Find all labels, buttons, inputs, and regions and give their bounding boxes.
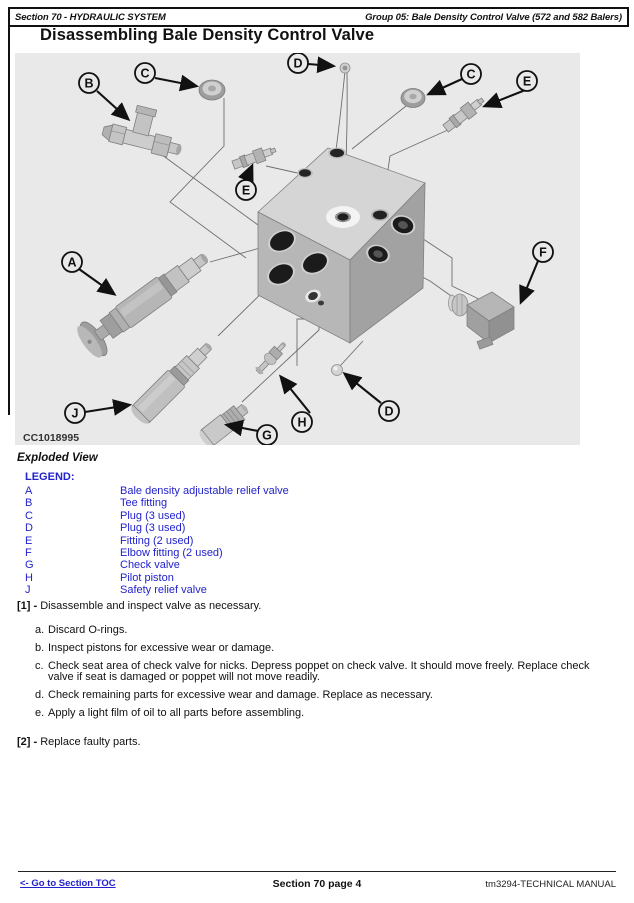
step-text: Disassemble and inspect valve as necessary. — [40, 600, 262, 612]
legend-key: F — [25, 547, 32, 560]
legend-key: H — [25, 571, 33, 584]
legend-key: G — [25, 559, 34, 572]
substep-b — [35, 643, 617, 655]
substep-a — [35, 625, 617, 637]
legend-key: A — [25, 485, 33, 497]
step-1-substeps — [35, 625, 617, 720]
svg-text:E: E — [241, 183, 251, 198]
legend-item — [25, 535, 289, 547]
callout-f — [533, 242, 553, 262]
callout-h — [292, 412, 312, 432]
page-left-border — [8, 7, 10, 415]
page-header — [8, 7, 629, 27]
legend-desc: Plug (3 used) — [120, 522, 186, 535]
part-relief-valve-a — [73, 241, 219, 362]
part-tee-fitting — [101, 99, 190, 160]
legend-desc: Bale density adjustable relief valve — [120, 485, 289, 497]
exploded-view-figure — [15, 53, 580, 445]
part-fitting-e-right — [441, 94, 487, 134]
substep-c — [35, 661, 617, 684]
valve-block — [258, 148, 425, 344]
footer-page-number: Section 70 page 4 — [272, 878, 362, 890]
legend-key: J — [25, 584, 31, 597]
callout-a — [62, 252, 82, 272]
legend-item — [25, 584, 289, 596]
substep-key: a. — [35, 623, 45, 636]
legend-item — [25, 485, 289, 497]
callout-c1 — [135, 63, 155, 83]
step-number: [2] - — [17, 735, 38, 748]
instructions — [17, 601, 617, 760]
svg-text:G: G — [262, 428, 272, 443]
step-1 — [17, 601, 617, 613]
header-group-label: Group 05: Bale Density Control Valve (572 and 582 Balers) — [365, 11, 622, 23]
step-2 — [17, 737, 617, 749]
callout-e2 — [236, 180, 256, 200]
legend-desc: Tee fitting — [120, 497, 168, 510]
part-safety-relief-valve-j — [128, 337, 218, 427]
legend-key: C — [25, 509, 33, 522]
legend-desc: Pilot piston — [120, 571, 174, 584]
callout-b — [79, 73, 99, 93]
legend-item — [25, 497, 289, 509]
svg-text:J: J — [71, 406, 79, 421]
substep-key: e. — [35, 707, 45, 719]
callout-j — [65, 403, 85, 423]
figure-image-code: CC1018995 — [23, 432, 80, 444]
legend-desc: Safety relief valve — [120, 584, 207, 597]
substep-text: Inspect pistons for excessive wear or damage. — [48, 641, 275, 654]
legend-key: D — [25, 522, 33, 535]
legend-key: B — [25, 497, 33, 510]
callout-d1 — [288, 53, 308, 73]
substep-key: c. — [35, 659, 44, 672]
legend-item — [25, 510, 289, 522]
callout-d2 — [379, 401, 399, 421]
legend-heading: LEGEND: — [25, 471, 75, 483]
callout-e1 — [517, 71, 537, 91]
svg-text:F: F — [539, 245, 547, 260]
part-plug-c-left — [199, 80, 225, 100]
svg-text:D: D — [384, 404, 394, 419]
legend-item — [25, 522, 289, 534]
substep-text: Check remaining parts for excessive wear and damage. Replace as necessary. — [48, 689, 433, 701]
footer-manual-id: tm3294-TECHNICAL MANUAL — [485, 879, 616, 890]
svg-text:E: E — [522, 74, 532, 89]
part-pilot-piston-h — [253, 339, 289, 377]
legend-desc: Plug (3 used) — [120, 509, 186, 522]
svg-text:H: H — [297, 415, 307, 430]
substep-e — [35, 708, 617, 720]
step-text: Replace faulty parts. — [40, 735, 141, 748]
svg-text:A: A — [67, 255, 77, 270]
go-to-section-toc-link[interactable]: <- Go to Section TOC — [20, 878, 116, 889]
svg-text:D: D — [293, 56, 303, 71]
callout-c2 — [461, 64, 481, 84]
svg-text:C: C — [466, 67, 476, 82]
legend-desc: Check valve — [120, 559, 180, 572]
part-elbow-fitting — [449, 292, 515, 349]
figure-caption: Exploded View — [17, 452, 98, 464]
legend-item — [25, 559, 289, 571]
legend-item — [25, 547, 289, 559]
exploded-view-drawing — [15, 53, 580, 445]
part-plug-d-top — [340, 63, 350, 73]
svg-text:C: C — [140, 66, 150, 81]
substep-text: Check seat area of check valve for nicks. Depress poppet on check valve. It should move freely. Replace check valve if seat is damaged or poppet will not move readily. — [48, 659, 590, 683]
legend-desc: Fitting (2 used) — [120, 534, 194, 547]
substep-d — [35, 690, 617, 702]
legend-desc: Elbow fitting (2 used) — [120, 547, 223, 560]
substep-text: Discard O-rings. — [48, 623, 128, 636]
legend-item — [25, 572, 289, 584]
legend-key: E — [25, 534, 33, 547]
substep-key: d. — [35, 689, 45, 701]
part-plug-d-bottom — [332, 365, 343, 376]
substep-text: Apply a light film of oil to all parts before assembling. — [48, 707, 305, 719]
svg-text:B: B — [84, 76, 94, 91]
header-section-label: Section 70 - HYDRAULIC SYSTEM — [15, 11, 166, 23]
part-plug-c-right — [401, 89, 425, 108]
substep-key: b. — [35, 641, 45, 654]
footer-divider — [18, 871, 616, 872]
legend — [25, 471, 289, 597]
part-check-valve-g — [197, 399, 253, 445]
callout-g — [257, 425, 277, 445]
step-number: [1] - — [17, 600, 38, 612]
page-title: Disassembling Bale Density Control Valve — [40, 26, 375, 44]
